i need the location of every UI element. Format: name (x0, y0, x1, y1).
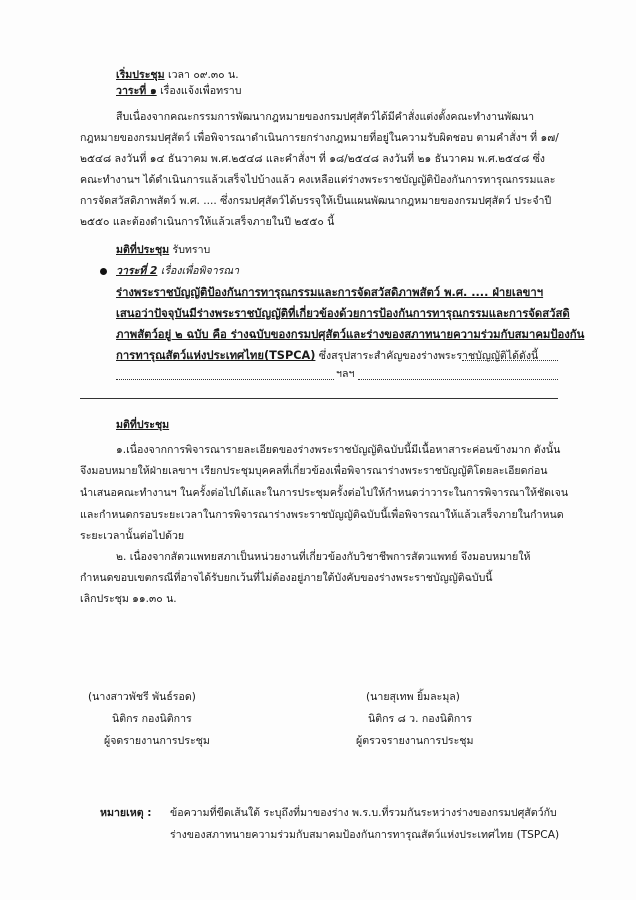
agenda2-line: เสนอว่าปัจจุบันมีร่างพระราชบัญญัติที่เกี่ยวข้องด้วยการป้องกันการทารุณกรรมและการจัดสวัสดิ (116, 307, 570, 320)
dotted-fill (116, 379, 334, 380)
resolution2-line: ๑.เนื่องจากการพิจารณารายละเอียดของร่างพระราชบัญญัติฉบับนี้มีเนื้อหาสาระค่อนข้างมาก ดังนั้น (116, 444, 561, 456)
agenda1-line: การจัดสวัสดิภาพสัตว์ พ.ศ. .... ซึ่งกรมปศุสัตว์ได้บรรจุให้เป็นแผนพัฒนากฎหมายของกรมปศุสัตว์ ประจำปี (80, 195, 552, 207)
agenda2-title: เรื่องเพื่อพิจารณา (160, 265, 240, 277)
resolution2-line: ระยะเวลานั้นต่อไปด้วย (80, 530, 185, 542)
note-line: ร่างของสภาทนายความร่วมกับสมาคมป้องกันการทารุณสัตว์แห่งประเทศไทย (TSPCA) (170, 829, 560, 841)
agenda1-heading-line (116, 84, 241, 98)
resolution2-line: จึงมอบหมายให้ฝ่ายเลขาฯ เรียกประชุมบุคคลที่เกี่ยวข้องเพื่อพิจารณาร่างพระราชบัญญัติโดยละเอียดก่อน (80, 465, 548, 477)
resolution2-label: มติที่ประชุม (116, 419, 170, 431)
agenda1-heading: วาระที่ ๑ (116, 85, 157, 97)
bullet-icon (100, 268, 107, 275)
agenda2-heading-line (116, 264, 239, 278)
signer-left-position: นิติกร กองนิติการ (112, 713, 192, 725)
agenda2-line: ร่างพระราชบัญญัติป้องกันการทารุณกรรมและการจัดสวัสดิภาพสัตว์ พ.ศ. .... ฝ่ายเลขาฯ (116, 286, 544, 299)
note-label: หมายเหตุ : (100, 807, 152, 819)
note-line: ข้อความที่ขีดเส้นใต้ ระบุถึงที่มาของร่าง พ.ร.บ.ที่รวมกันระหว่างร่างของกรมปศุสัตว์กับ (170, 807, 557, 819)
opening-label: เริ่มประชุม (116, 69, 165, 81)
agenda1-title: เรื่องแจ้งเพื่อทราบ (160, 85, 242, 97)
agenda1-line: ๒๕๔๘ ลงวันที่ ๑๔ ธันวาคม พ.ศ.๒๕๔๘ และคำสั่งฯ ที่ ๑๘/๒๕๔๘ ลงวันที่ ๒๑ ธันวาคม พ.ศ.๒๕๔๘ ซึ่ง (80, 153, 545, 165)
opening-time: เวลา ๐๙.๓๐ น. (167, 69, 239, 81)
agenda2-heading: วาระที่ 2 (116, 265, 158, 277)
agenda2-etc: ฯลฯ (336, 368, 355, 380)
agenda2-line: ภาพสัตว์อยู่ ๒ ฉบับ คือ ร่างฉบับของกรมปศุสัตว์และร่างของสภาทนายความร่วมกับสมาคมป้องกัน (116, 328, 585, 341)
signer-right-role: ผู้ตรวจรายงานการประชุม (356, 735, 474, 747)
closing-time: เลิกประชุม ๑๑.๓๐ น. (80, 593, 177, 605)
resolution2-line: ๒. เนื่องจากสัตวแพทยสภาเป็นหน่วยงานที่เกี่ยวข้องกับวิชาชีพการสัตวแพทย์ จึงมอบหมายให้ (116, 551, 531, 563)
dotted-fill (462, 360, 558, 361)
resolution2-line: กำหนดขอบเขตกรณีที่อาจได้รับยกเว้นที่ไม่ต้องอยู่ภายใต้บังคับของร่างพระราชบัญญัติฉบับนี้ (80, 572, 493, 584)
signer-left-name: (นางสาวพัชรี พันธ์รอด) (88, 691, 196, 703)
signer-left-role: ผู้จดรายงานการประชุม (104, 735, 210, 747)
agenda1-line: ๒๕๕๐ และต้องดำเนินการให้แล้วเสร็จภายในปี ๒๕๕๐ นี้ (80, 216, 335, 228)
agenda1-line: คณะทำงานฯ ได้ดำเนินการแล้วเสร็จไปบ้างแล้ว คงเหลือแต่ร่างพระราชบัญญัติป้องกันการทารุณกรรมและ (80, 174, 556, 186)
agenda1-resolution-label: มติที่ประชุม (116, 244, 170, 256)
resolution2-line: นำเสนอคณะทำงานฯ ในครั้งต่อไปได้และในการประชุมครั้งต่อไปให้กำหนดว่าวาระในการพิจารณาให้ชัดเจน (80, 487, 569, 499)
divider (80, 398, 558, 399)
agenda2-line4-tail: ซึ่งสรุปสาระสำคัญของร่างพระราชบัญญัติได้ดังนี้ (318, 350, 539, 362)
signer-right-name: (นายสุเทพ ยิ้มละมุล) (366, 691, 460, 703)
agenda1-line: สืบเนื่องจากคณะกรรมการพัฒนากฎหมายของกรมปศุสัตว์ได้มีคำสั่งแต่งตั้งคณะทำงานพัฒนา (116, 111, 535, 123)
agenda1-line: กฎหมายของกรมปศุสัตว์ เพื่อพิจารณาดำเนินการยกร่างกฎหมายที่อยู่ในความรับผิดชอบ ตามคำสั่งฯ ที่ ๑๗/ (80, 132, 559, 144)
agenda1-resolution-text: รับทราบ (172, 244, 211, 256)
resolution2-line: และกำหนดกรอบระยะเวลาในการพิจารณาร่างพระราชบัญญัติฉบับนี้เพื่อพิจารณาให้แล้วเสร็จภายในกำหนด (80, 509, 564, 521)
signer-right-position: นิติกร ๘ ว. กองนิติการ (368, 713, 472, 725)
agenda1-resolution (116, 243, 210, 257)
dotted-fill (358, 379, 558, 380)
agenda2-line: การทารุณสัตว์แห่งประเทศไทย(TSPCA) (116, 349, 316, 362)
opening-line (116, 68, 239, 82)
